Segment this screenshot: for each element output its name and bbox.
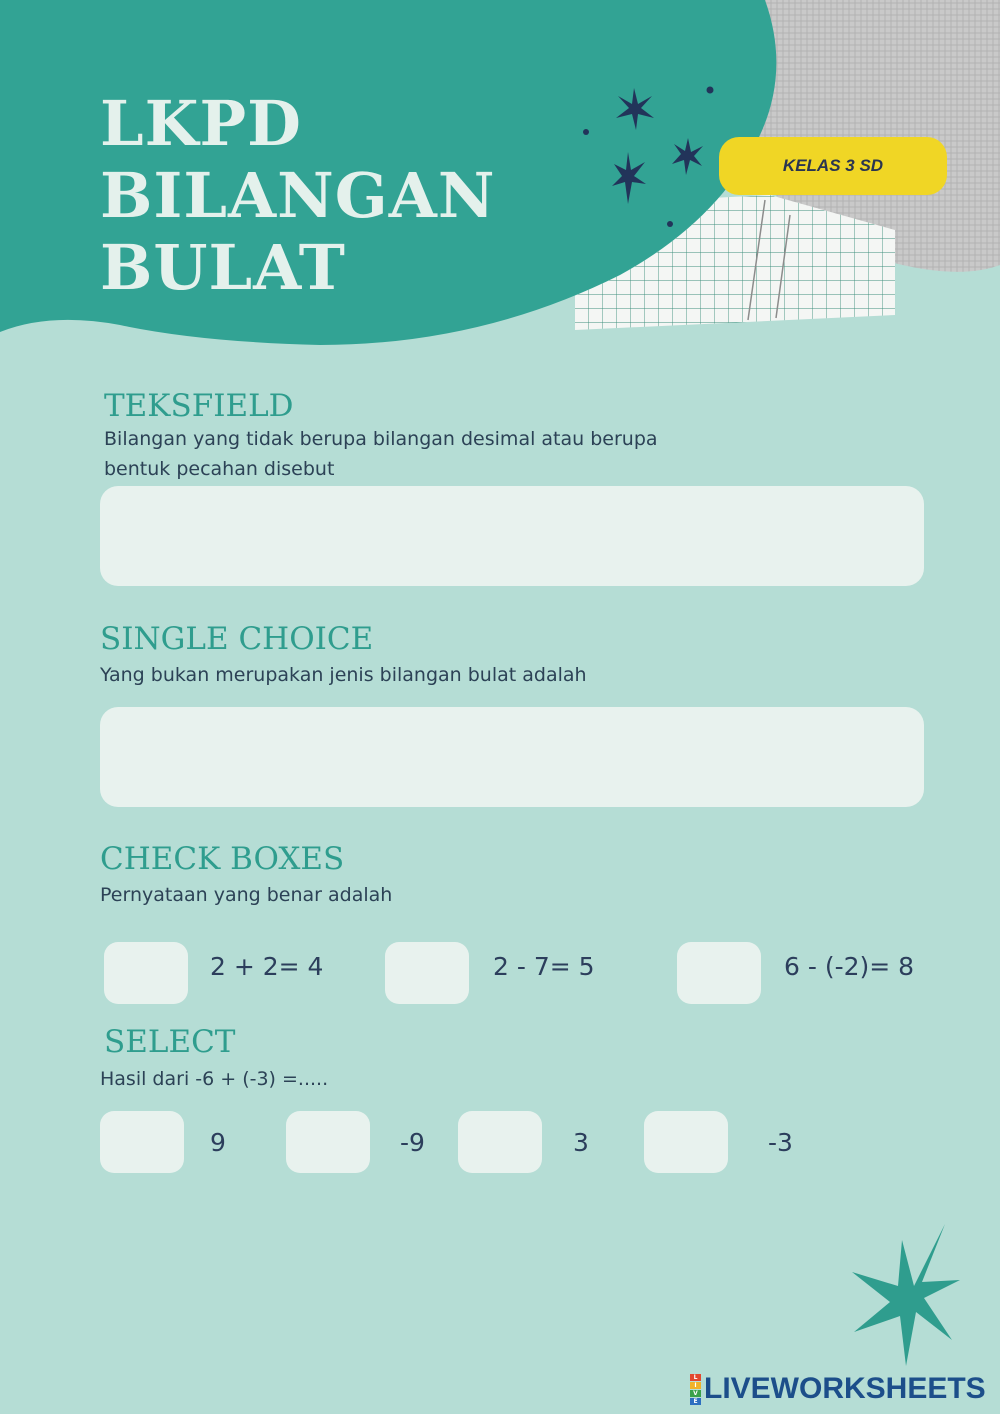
select-option-3[interactable] — [458, 1111, 542, 1173]
logo-letter: I — [690, 1382, 701, 1389]
checkbox-option-3[interactable] — [677, 942, 761, 1004]
star-icon — [840, 1220, 970, 1370]
title-line: LKPD — [100, 87, 302, 160]
title-line: BILANGAN — [100, 159, 496, 232]
section-title-single-choice: SINGLE CHOICE — [100, 621, 374, 657]
logo-letter: E — [690, 1398, 701, 1405]
select-option-1[interactable] — [100, 1111, 184, 1173]
page-title — [100, 88, 496, 304]
single-choice-answer-input[interactable] — [100, 707, 924, 807]
teksfield-answer-input[interactable] — [100, 486, 924, 586]
question-select: Hasil dari -6 + (-3) =..... — [100, 1068, 329, 1090]
title-line: BULAT — [100, 231, 346, 304]
select-option-2[interactable] — [286, 1111, 370, 1173]
select-label-4: -3 — [768, 1128, 793, 1157]
question-check-boxes: Pernyataan yang benar adalah — [100, 884, 393, 906]
question-single-choice: Yang bukan merupakan jenis bilangan bulat adalah — [100, 664, 587, 686]
select-label-2: -9 — [400, 1128, 425, 1157]
checkbox-label-1: 2 + 2= 4 — [210, 952, 324, 981]
checkbox-label-2: 2 - 7= 5 — [493, 952, 595, 981]
section-title-teksfield: TEKSFIELD — [104, 388, 294, 424]
checkbox-option-1[interactable] — [104, 942, 188, 1004]
checkbox-label-3: 6 - (-2)= 8 — [784, 952, 915, 981]
question-line: bentuk pecahan disebut — [104, 458, 335, 480]
question-line: Bilangan yang tidak berupa bilangan desimal atau berupa — [104, 428, 658, 450]
section-title-check-boxes: CHECK BOXES — [100, 841, 345, 877]
select-label-1: 9 — [210, 1128, 226, 1157]
logo-letter: L — [690, 1374, 701, 1381]
liveworksheets-logo-icon — [690, 1374, 701, 1405]
section-title-select: SELECT — [104, 1024, 236, 1060]
logo-letter: V — [690, 1390, 701, 1397]
liveworksheets-brand — [690, 1372, 986, 1406]
checkbox-option-2[interactable] — [385, 942, 469, 1004]
select-label-3: 3 — [573, 1128, 589, 1157]
select-option-4[interactable] — [644, 1111, 728, 1173]
grade-badge: KELAS 3 SD — [719, 137, 947, 195]
brand-text: LIVEWORKSHEETS — [704, 1372, 986, 1405]
question-teksfield — [104, 424, 658, 484]
